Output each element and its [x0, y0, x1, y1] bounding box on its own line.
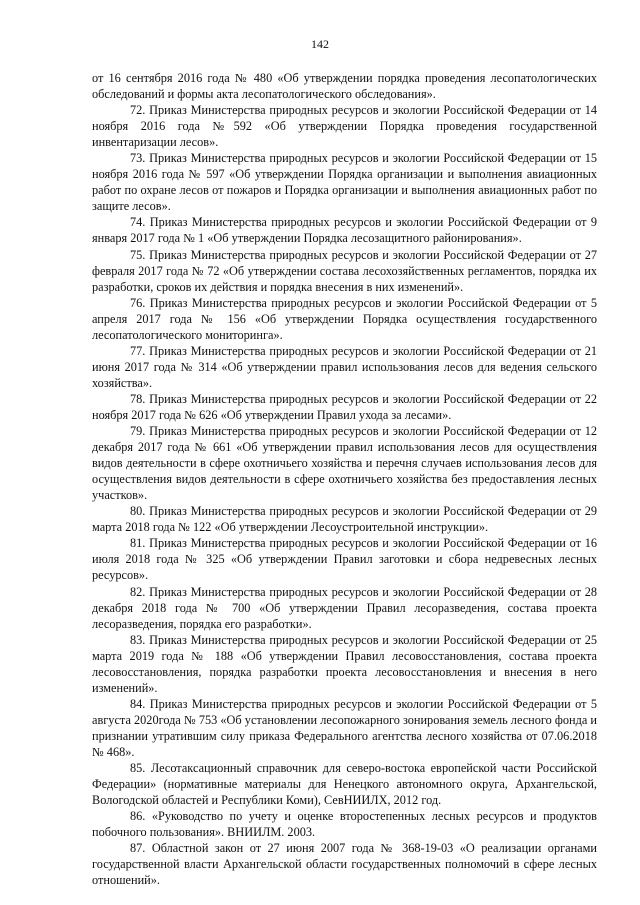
list-item-81: 81. Приказ Министерства природных ресурсов и экологии Российской Федерации от 16 июля 2018 года № 325 «Об утверждении Правил заготовки и сбора недревесных лесных ресурсов». — [92, 536, 597, 583]
list-item-80: 80. Приказ Министерства природных ресурсов и экологии Российской Федерации от 29 марта 2018 года № 122 «Об утверждении Лесоустроительной инструкции». — [92, 504, 597, 535]
list-item-73: 73. Приказ Министерства природных ресурсов и экологии Российской Федерации от 15 ноября 2016 года № 597 «Об утверждении Порядка организации и выполнения авиационных работ по охране лесов от пожаров и Порядка организации и выполнения авиационных работ по защите лесов». — [92, 151, 597, 214]
list-item-77: 77. Приказ Министерства природных ресурсов и экологии Российской Федерации от 21 июня 2017 года № 314 «Об утверждении правил использования лесов для ведения сельского хозяйства». — [92, 343, 597, 390]
list-item-86: 86. «Руководство по учету и оценке второстепенных лесных ресурсов и продуктов побочного пользования». ВНИИЛМ. 2003. — [92, 809, 597, 840]
list-item-79: 79. Приказ Министерства природных ресурсов и экологии Российской Федерации от 12 декабря 2017 года № 661 «Об утверждении правил использования лесов для осуществления видов деятельности в сфере охотничьего хозяйства и перечня случаев использования лесов для осуществления видов деятельности в сфере охотничьего хозяйства без предоставления лесных участков». — [92, 424, 597, 503]
list-item-72: 72. Приказ Министерства природных ресурсов и экологии Российской Федерации от 14 ноября 2016 года №592 «Об утверждении Порядка проведения государственной инвентаризации лесов». — [92, 103, 597, 150]
list-item-85: 85. Лесотаксационный справочник для северо-востока европейской части Российской Федерации» (нормативные материалы для Ненецкого автономного округа, Архангельской, Вологодской областей и Республики Коми), СевНИИЛХ, 2012 год. — [92, 761, 597, 808]
document-body — [92, 70, 597, 888]
list-item-84: 84. Приказ Министерства природных ресурсов и экологии Российской Федерации от 5 августа 2020года № 753 «Об установлении лесопожарного зонирования земель лесного фонда и признании утратившим силу приказа Федерального агентства лесного хозяйства от 07.06.2018 № 468». — [92, 696, 597, 759]
paragraph-continuation: от 16 сентября 2016 года № 480 «Об утверждении порядка проведения лесопатологических обследований и формы акта лесопатологического обследования». — [92, 71, 597, 102]
list-item-74: 74. Приказ Министерства природных ресурсов и экологии Российской Федерации от 9 января 2017 года № 1 «Об утверждении Порядка лесозащитного районирования». — [92, 215, 597, 246]
page-number: 142 — [311, 37, 329, 51]
list-item-78: 78. Приказ Министерства природных ресурсов и экологии Российской Федерации от 22 ноября 2017 года № 626 «Об утверждении Правил ухода за лесами». — [92, 391, 597, 422]
list-item-76: 76. Приказ Министерства природных ресурсов и экологии Российской Федерации от 5 апреля 2017 года № 156 «Об утверждении Порядка осуществления государственного лесопатологического мониторинга». — [92, 295, 597, 342]
list-item-83: 83. Приказ Министерства природных ресурсов и экологии Российской Федерации от 25 марта 2019 года № 188 «Об утверждении Правил лесовосстановления, состава проекта лесовосстановления, порядка разработки проекта лесовосстановления и внесения в него изменений». — [92, 632, 597, 695]
list-item-82: 82. Приказ Министерства природных ресурсов и экологии Российской Федерации от 28 декабря 2018 года № 700 «Об утверждении Правил лесоразведения, состава проекта лесоразведения, порядка его разработки». — [92, 584, 597, 631]
list-item-75: 75. Приказ Министерства природных ресурсов и экологии Российской Федерации от 27 февраля 2017 года № 72 «Об утверждении состава лесохозяйственных регламентов, порядка их разработки, сроков их действия и порядка внесения в них изменений». — [92, 247, 597, 294]
list-item-87: 87. Областной закон от 27 июня 2007 года № 368-19-03 «О реализации органами государственной власти Архангельской области государственных полномочий в сфере лесных отношений». — [92, 841, 597, 888]
